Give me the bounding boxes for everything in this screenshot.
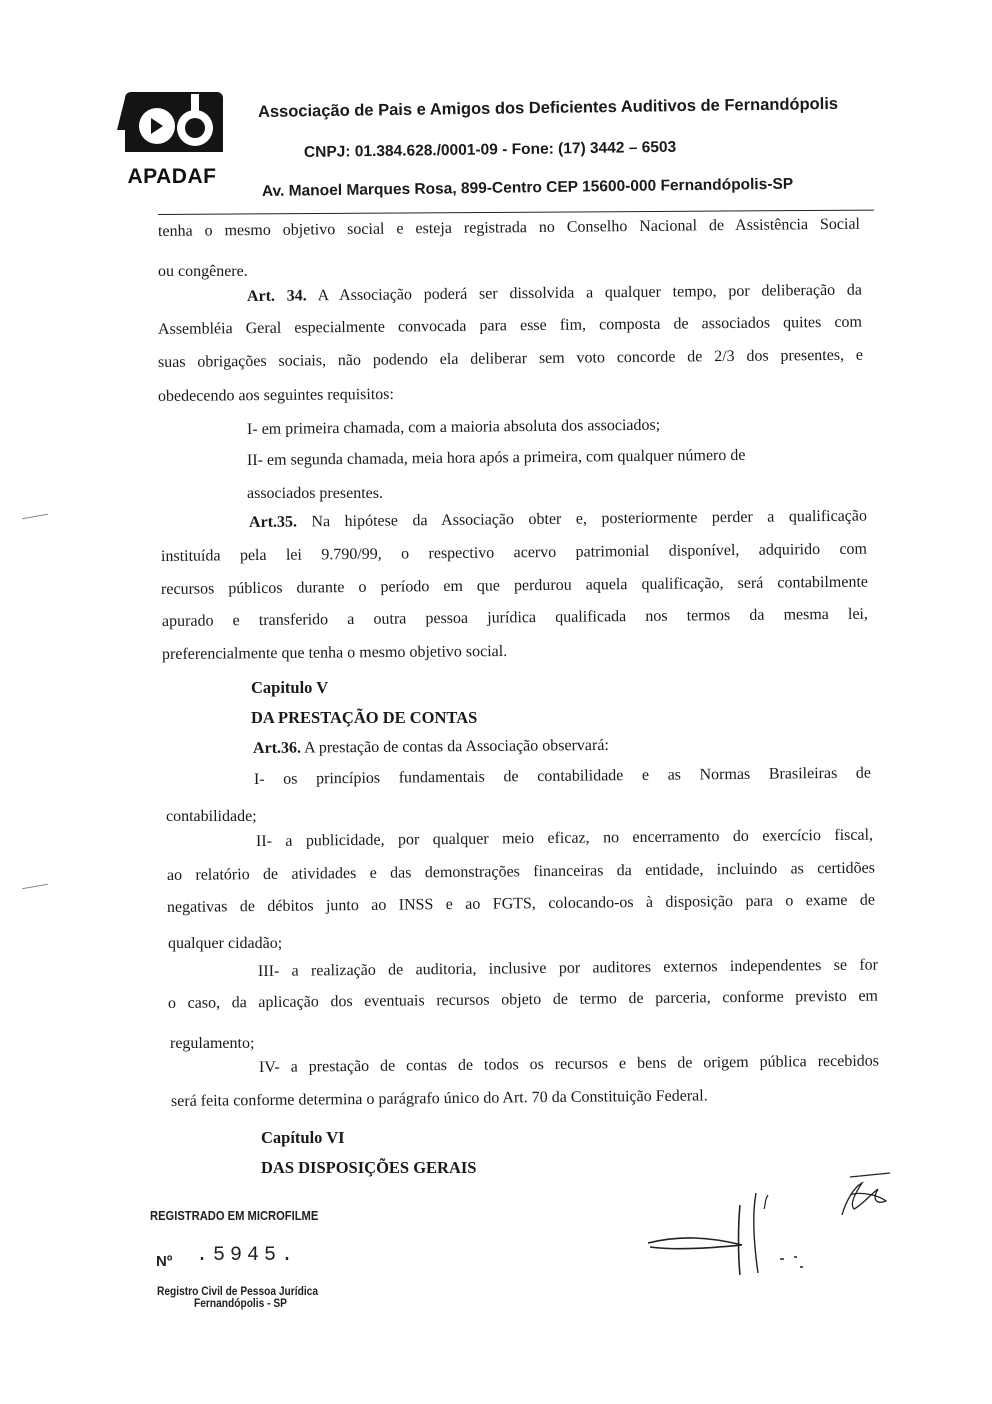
text-line: obedecendo aos seguintes requisitos: [157, 385, 395, 405]
text-line: ou congênere. [158, 263, 248, 280]
text-line: Assembléia Geral especialmente convocada para esse fim, composta de associados quites com [157, 313, 863, 338]
article-label: Art.35. [248, 513, 298, 531]
stamp-city: Fernandópolis - SP [194, 1296, 287, 1310]
list-item: III- a realização de auditoria, inclusive por auditores externos independentes se for [257, 956, 879, 980]
stamp-number-label: Nº [156, 1253, 173, 1270]
header-divider [158, 210, 874, 215]
chapter-title: DAS DISPOSIÇÕES GERAIS [261, 1158, 477, 1177]
text-line: instituída pela lei 9.790/99, o respectivo acervo patrimonial disponível, adquirido com [160, 540, 868, 565]
handwritten-signature [640, 1165, 900, 1285]
text-line: ao relatório de atividades e das demonstrações financeiras da entidade, incluindo as certidões [166, 859, 876, 884]
chapter-number: Capitulo V [251, 678, 329, 697]
article-34-first-line [247, 281, 862, 307]
text-span: Na hipótese da Associação obter e, posteriormente perder a qualificação [311, 507, 868, 531]
text-span: A Associação poderá ser dissolvida a qualquer tempo, por deliberação da [317, 281, 863, 305]
cnpj-phone-line: CNPJ: 01.384.628./0001-09 - Fone: (17) 3442 – 6503 [303, 138, 677, 161]
text-line: suas obrigações sociais, não podendo ela deliberar sem voto concorde de 2/3 dos presentes, e [157, 346, 864, 371]
text-line: regulamento; [170, 1035, 255, 1052]
list-item: II- em segunda chamada, meia hora após a primeira, com qualquer número de [246, 446, 746, 469]
scan-mark [22, 514, 48, 519]
list-item: IV- a prestação de contas de todos os recursos e bens de origem pública recebidos [258, 1052, 880, 1076]
text-line: será feita conforme determina o parágrafo único do Art. 70 da Constituição Federal. [170, 1087, 708, 1110]
scan-mark [22, 884, 48, 889]
text-line: apurado e transferido a outra pessoa jurídica qualificada nos termos da mesma lei, [161, 605, 869, 630]
list-item: I- em primeira chamada, com a maioria absoluta dos associados; [246, 416, 661, 438]
article-label: Art. 34. [246, 287, 307, 305]
chapter-number: Capítulo VI [261, 1128, 345, 1147]
microfilm-stamp-title: REGISTRADO EM MICROFILME [150, 1208, 319, 1223]
stamp-number: .5945. [196, 1244, 299, 1267]
text-line: negativas de débitos junto ao INSS e ao FGTS, colocando-os à disposição para o exame de [166, 891, 876, 916]
text-line: tenha o mesmo objetivo social e esteja registrada no Conselho Nacional de Assistência Social [157, 215, 861, 240]
text-line: qualquer cidadão; [168, 935, 283, 952]
text-span: A prestação de contas da Associação observará: [304, 736, 609, 757]
article-label: Art.36. [252, 739, 302, 757]
article-35-first-line [249, 507, 867, 533]
list-item-continued: associados presentes. [247, 485, 383, 502]
organization-name: Associação de Pais e Amigos dos Deficientes Auditivos de Fernandópolis [257, 94, 839, 121]
list-item-continued: contabilidade; [166, 808, 257, 825]
text-line: o caso, da aplicação dos eventuais recursos objeto de termo de parceria, conforme previsto em [167, 987, 879, 1012]
article-36-first-line [253, 736, 609, 759]
chapter-title: DA PRESTAÇÃO DE CONTAS [251, 708, 478, 727]
text-line: preferencialmente que tenha o mesmo objetivo social. [161, 642, 508, 663]
address-line: Av. Manoel Marques Rosa, 899-Centro CEP 15600-000 Fernandópolis-SP [261, 175, 794, 200]
text-line: recursos públicos durante o período em que perdurou aquela qualificação, será contabilmente [160, 573, 869, 598]
list-item: II- a publicidade, por qualquer meio eficaz, no encerramento do exercício fiscal, [255, 826, 874, 850]
stamp-registry-name: Registro Civil de Pessoa Jurídica [157, 1284, 318, 1298]
list-item: I- os princípios fundamentais de contabilidade e as Normas Brasileiras de [253, 764, 872, 788]
logo-wordmark: APADAF [127, 165, 217, 188]
